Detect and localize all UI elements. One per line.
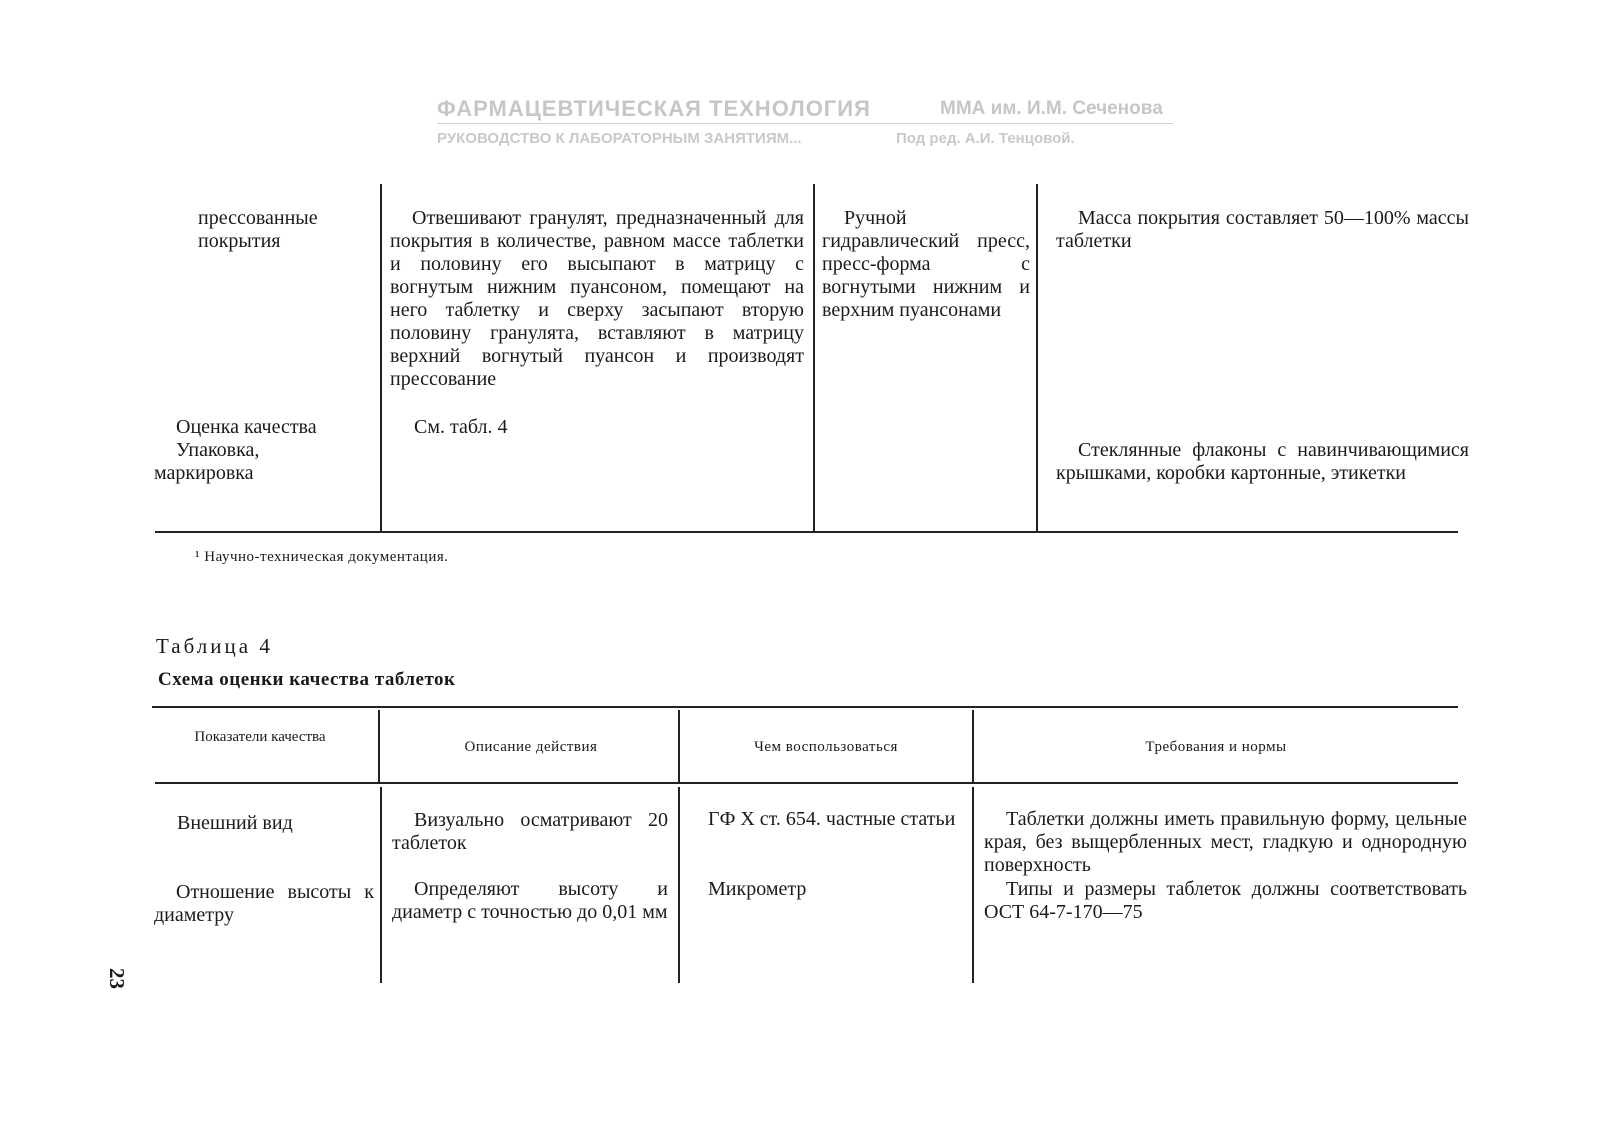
table4-label: Таблица 4 (156, 634, 273, 658)
t3-equipment-press: Ручной гидравлический пресс, пресс-форма с вогнутыми нижним и верхним пуансонами (822, 207, 1030, 321)
t4-action-ratio: Определяют высоту и диаметр с точностью до 0,01 мм (392, 878, 668, 923)
t4-body-rule-2 (678, 787, 680, 983)
t4-top-rule (152, 706, 1458, 708)
t4-body-rule-1 (380, 787, 382, 983)
t4-header-action: Описание действия (464, 739, 598, 755)
t4-head-rule-1 (378, 710, 380, 782)
book-editor: Под ред. А.И. Тенцовой. (896, 130, 1075, 147)
t4-header-norm: Требования и нормы (1145, 739, 1287, 755)
t4-header-indicator: Показатели качества (194, 729, 326, 745)
t3-action-pressed-coating: Отвешивают гранулят, предназначенный для покрытия в количестве, равном массе таблетки и половину его высыпают в матрицу с вогнутым нижним пуансоном, помещают на него таблетку и сверху засыпают вторую половину гранулята, вставляют в матрицу верхний вогнутый пуансон и производят прессование (390, 207, 804, 390)
t4-action-appearance: Визуально осматривают 20 таблеток (392, 809, 668, 854)
table4-title: Схема оценки качества таблеток (158, 669, 456, 690)
t4-tool-appearance: ГФ X ст. 654. частные статьи (708, 808, 956, 830)
t3-col-rule-2 (813, 184, 815, 532)
footnote: ¹ Научно-техническая документация. (195, 549, 449, 565)
t3-requirement-packaging: Стеклянные флаконы с навинчивающимися крышками, коробки картонные, этикетки (1056, 439, 1469, 484)
t3-col-rule-3 (1036, 184, 1038, 532)
book-title: ФАРМАЦЕВТИЧЕСКАЯ ТЕХНОЛОГИЯ (437, 96, 871, 121)
t4-header-tool: Чем воспользоваться (754, 739, 898, 755)
t4-body-rule-3 (972, 787, 974, 983)
book-subtitle: РУКОВОДСТВО К ЛАБОРАТОРНЫМ ЗАНЯТИЯМ... (437, 130, 802, 147)
institution: ММА им. И.М. Сеченова (940, 98, 1163, 119)
t4-head-rule-2 (678, 710, 680, 782)
t4-tool-ratio: Микрометр (708, 878, 807, 900)
t4-indicator-ratio: Отношение высоты к диаметру (154, 881, 374, 926)
t4-indicator-appearance: Внешний вид (177, 812, 293, 834)
t3-requirement-mass: Масса покрытия составляет 50—100% массы таблетки (1056, 207, 1469, 252)
t3-col-rule-1 (380, 184, 382, 532)
t4-head-bottom-rule (155, 782, 1458, 784)
t4-head-rule-3 (972, 710, 974, 782)
t4-norm-appearance: Таблетки должны иметь правильную форму, цельные края, без выщербленных мест, гладкую и однородную поверхность (984, 808, 1467, 876)
t3-stage-quality: Оценка качества (176, 416, 317, 438)
t3-stage-packaging: Упаковка, маркировка (154, 439, 260, 484)
t3-bottom-rule (155, 531, 1458, 533)
t4-norm-ratio: Типы и размеры таблеток должны соответствовать ОСТ 64-7-170—75 (984, 878, 1467, 923)
t3-stage-pressed-coating: прессованные покрытия (198, 207, 318, 252)
page-number: 23 (105, 968, 129, 989)
t3-action-see-table: См. табл. 4 (414, 416, 508, 438)
header-rule (437, 123, 1173, 124)
